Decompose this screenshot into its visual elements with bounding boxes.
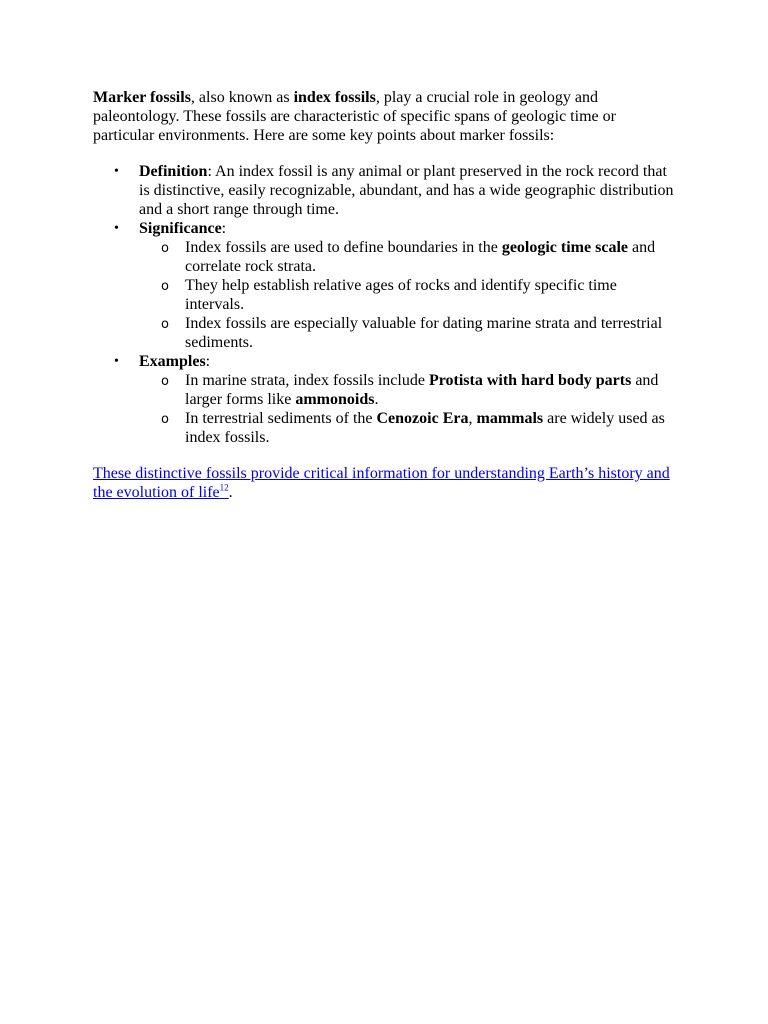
term-geologic-time-scale: geologic time scale [501,239,628,256]
closing-link[interactable] [93,465,670,501]
intro-text-1: , also known as [190,89,294,106]
definition-label: Definition [139,163,208,180]
sub-list-item [139,238,678,276]
significance-label: Significance [139,220,222,237]
term-mammals: mammals [476,410,544,427]
list-item-examples [93,352,678,447]
sub-list-item [139,409,678,447]
bullet-icon: • [114,221,119,236]
sub-item-text: Index fossils are especially valuable for dating marine strata and terrestrial sediments. [185,315,663,351]
list-item-definition [93,162,678,219]
document-body [93,88,678,502]
circle-bullet-icon: o [161,374,169,389]
sub-item-text: , [468,410,477,427]
term-marker-fossils: Marker fossils [93,89,191,106]
circle-bullet-icon: o [161,241,169,256]
intro-text-2: , play a crucial role in geology and paleontology. These fossils are characteristic of specific spans of geologic time or particular environments. Here are some key points about marker fossils: [93,89,616,144]
term-index-fossils: index fossils [293,89,376,106]
sub-item-text: . [374,391,379,408]
sub-list-item [139,314,678,352]
significance-sublist [139,238,678,352]
sub-item-text: Index fossils are used to define boundaries in the [185,239,502,256]
circle-bullet-icon: o [161,279,169,294]
sub-item-text: and correlate rock strata. [185,239,656,275]
closing-paragraph [93,464,678,502]
bullet-icon: • [114,354,119,369]
examples-sublist [139,371,678,447]
definition-text: : An index fossil is any animal or plant preserved in the rock record that is distinctive, easily recognizable, abundant, and has a wide geographic distribution and a short range through time. [139,163,674,218]
list-item-significance [93,219,678,352]
sub-list-item [139,276,678,314]
examples-label: Examples [139,353,206,370]
sub-item-text: They help establish relative ages of rocks and identify specific time intervals. [185,277,617,313]
term-cenozoic-era: Cenozoic Era [376,410,469,427]
sub-item-text: In terrestrial sediments of the [185,410,377,427]
bullet-icon: • [114,164,119,179]
circle-bullet-icon: o [161,317,169,332]
examples-colon: : [205,353,211,370]
circle-bullet-icon: o [161,412,169,427]
key-points-list [93,162,678,447]
sub-item-text: In marine strata, index fossils include [185,372,429,389]
intro-paragraph [93,88,678,145]
sub-item-text: are widely used as index fossils. [185,410,665,446]
citation-superscript: 12 [219,482,229,493]
closing-period: . [228,484,233,501]
closing-link-text: These distinctive fossils provide critical information for understanding Earth’s history and the evolution of life [93,465,670,501]
term-protista: Protista with hard body parts [428,372,632,389]
significance-colon: : [221,220,227,237]
sub-item-text: and larger forms like [185,372,659,408]
sub-list-item [139,371,678,409]
term-ammonoids: ammonoids [295,391,375,408]
